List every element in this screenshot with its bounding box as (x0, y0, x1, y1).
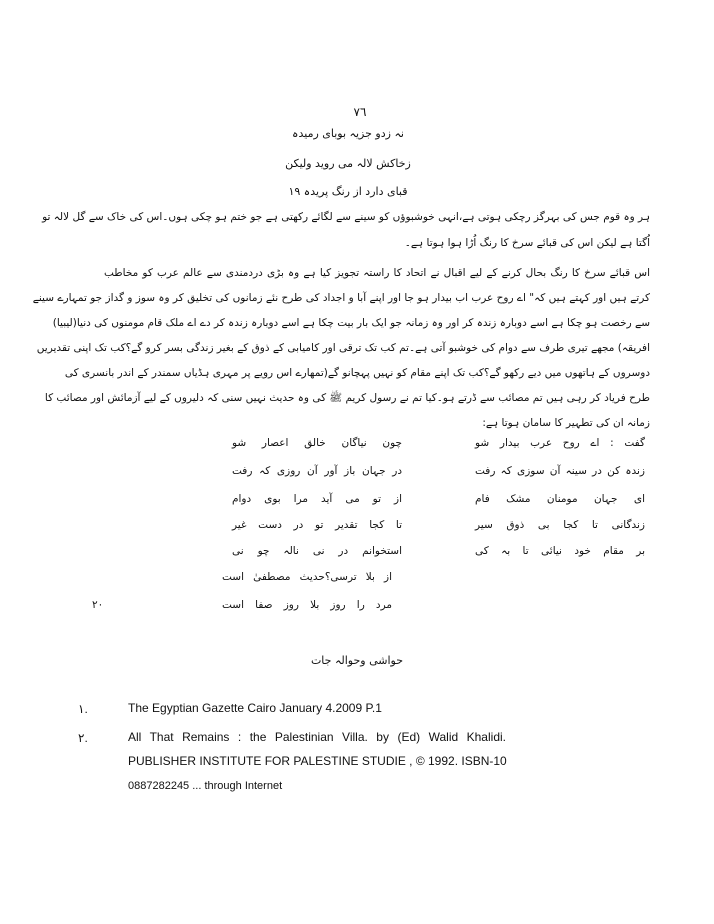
closing-verse: مرد را روز بلا روز صفا است (222, 599, 392, 611)
prose-line: سے رخصت ہو چکا ہے اسے دوبارہ زندہ کر اور وہ زمانہ جو ایک بار بیت چکا ہے اسے دوبارہ زندہ کر دے اے ملک قام مومنوں کی دنیا(لیبیا) (52, 317, 650, 329)
verse-left: چون نیاگان خالق اعصار شو (232, 437, 402, 449)
prose-line: افریقہ) مجھے تیری طرف سے دوام کی خوشبو آتی ہے۔تم کب تک ترقی اور کامیابی کے ذوق کے بغیر زندگی بسر کرو گے؟کب تک اپنی تقدیریں (36, 342, 650, 354)
verse-left: تا کجا تقدیر تو در دست غیر (232, 519, 402, 531)
prose-line: طرح فریاد کر رہی ہیں تم مصائب سے ڈرتے ہو۔کیا تم نے رسول کریم ﷺ کی وہ حدیث نہیں سنی کہ دلیروں کے لیے آزمائش اور مصائب کا (44, 392, 650, 404)
prose-line: دوسروں کے ہاتھوں میں دیے رکھو گے؟کب تک اپنے مقام کو نہیں پہچانو گے(تمھارے اس رویے پر مہری ہڈیاں سمندر کے اندر بانسری کی (64, 367, 650, 379)
footnote-text: The Egyptian Gazette Cairo January 4.2009 P.1 (128, 701, 382, 715)
heading-verse-3: قبای دارد از رنگ پریدہ ۱۹ (288, 185, 408, 198)
footnote-number: ۲. (78, 731, 88, 745)
verse-right: گفت : اے روح عرب بیدار شو (475, 437, 645, 449)
verse-right: بر مقام خود نیائی تا بہ کی (475, 545, 645, 557)
prose-line: زمانہ ان کی تطہیر کا سامان ہوتا ہے: (482, 417, 650, 429)
footnote-text: PUBLISHER INSTITUTE FOR PALESTINE STUDIE , © 1992. ISBN-10 (128, 754, 507, 768)
verse-right: زندہ کن در سینہ آن سوزی کہ رفت (475, 465, 645, 477)
footnote-number: ۱. (78, 702, 88, 716)
footnote-text: 0887282245 ... through Internet (128, 780, 283, 792)
heading-verse-1: نہ زدو جزیہ بوبای رمیدہ (292, 127, 404, 140)
heading-verse-2: زخاکش لالہ می روید ولیکن (285, 157, 411, 170)
page-number: ۷٦ (353, 105, 367, 119)
prose-line: ہر وہ قوم جس کی بہرگز رچکی ہوتی ہے،انہی خوشبوؤں کو سینے سے لگائے رکھتی ہے جو ختم ہو چکی ہوں۔اس کی خاک سے گل لالہ تو (42, 211, 650, 223)
verse-left: از تو می آید مرا بوی دوام (232, 493, 402, 505)
verse-right: ای جہان مومنان مشک فام (475, 493, 645, 505)
footnotes-heading: حواشی وحوالہ جات (310, 654, 404, 667)
verse-left: در جہان باز آور آن روزی کہ رفت (232, 465, 402, 477)
footnote-reference: ۲۰ (92, 599, 104, 611)
footnote-text: All That Remains : the Palestinian Villa. by (Ed) Walid Khalidi. (128, 730, 506, 744)
closing-verse: از بلا ترسی؟حدیث مصطفیٰ است (222, 571, 392, 583)
verse-left: استخوانم در نی نالہ چو نی (232, 545, 402, 557)
prose-line: کرتے ہیں اور کہتے ہیں کہ" اے روح عرب اب بیدار ہو جا اور اپنے آبا و اجداد کی طرح نئے زمانوں کی تخلیق کر وہ سوز و گداز جو تمہارے سینے (32, 292, 650, 304)
prose-line: اس قبائے سرخ کا رنگ بحال کرنے کے لیے اقبال نے اتحاد کا راستہ تجویز کیا ہے وہ بڑی دردمندی سے عالم عرب کو مخاطب (104, 267, 650, 279)
prose-line: اُگتا ہے لیکن اس کی قبائے سرخ کا رنگ اُڑا ہوا ہوتا ہے۔ (404, 237, 650, 249)
verse-right: زندگانی تا کجا بی ذوق سیر (475, 519, 645, 531)
